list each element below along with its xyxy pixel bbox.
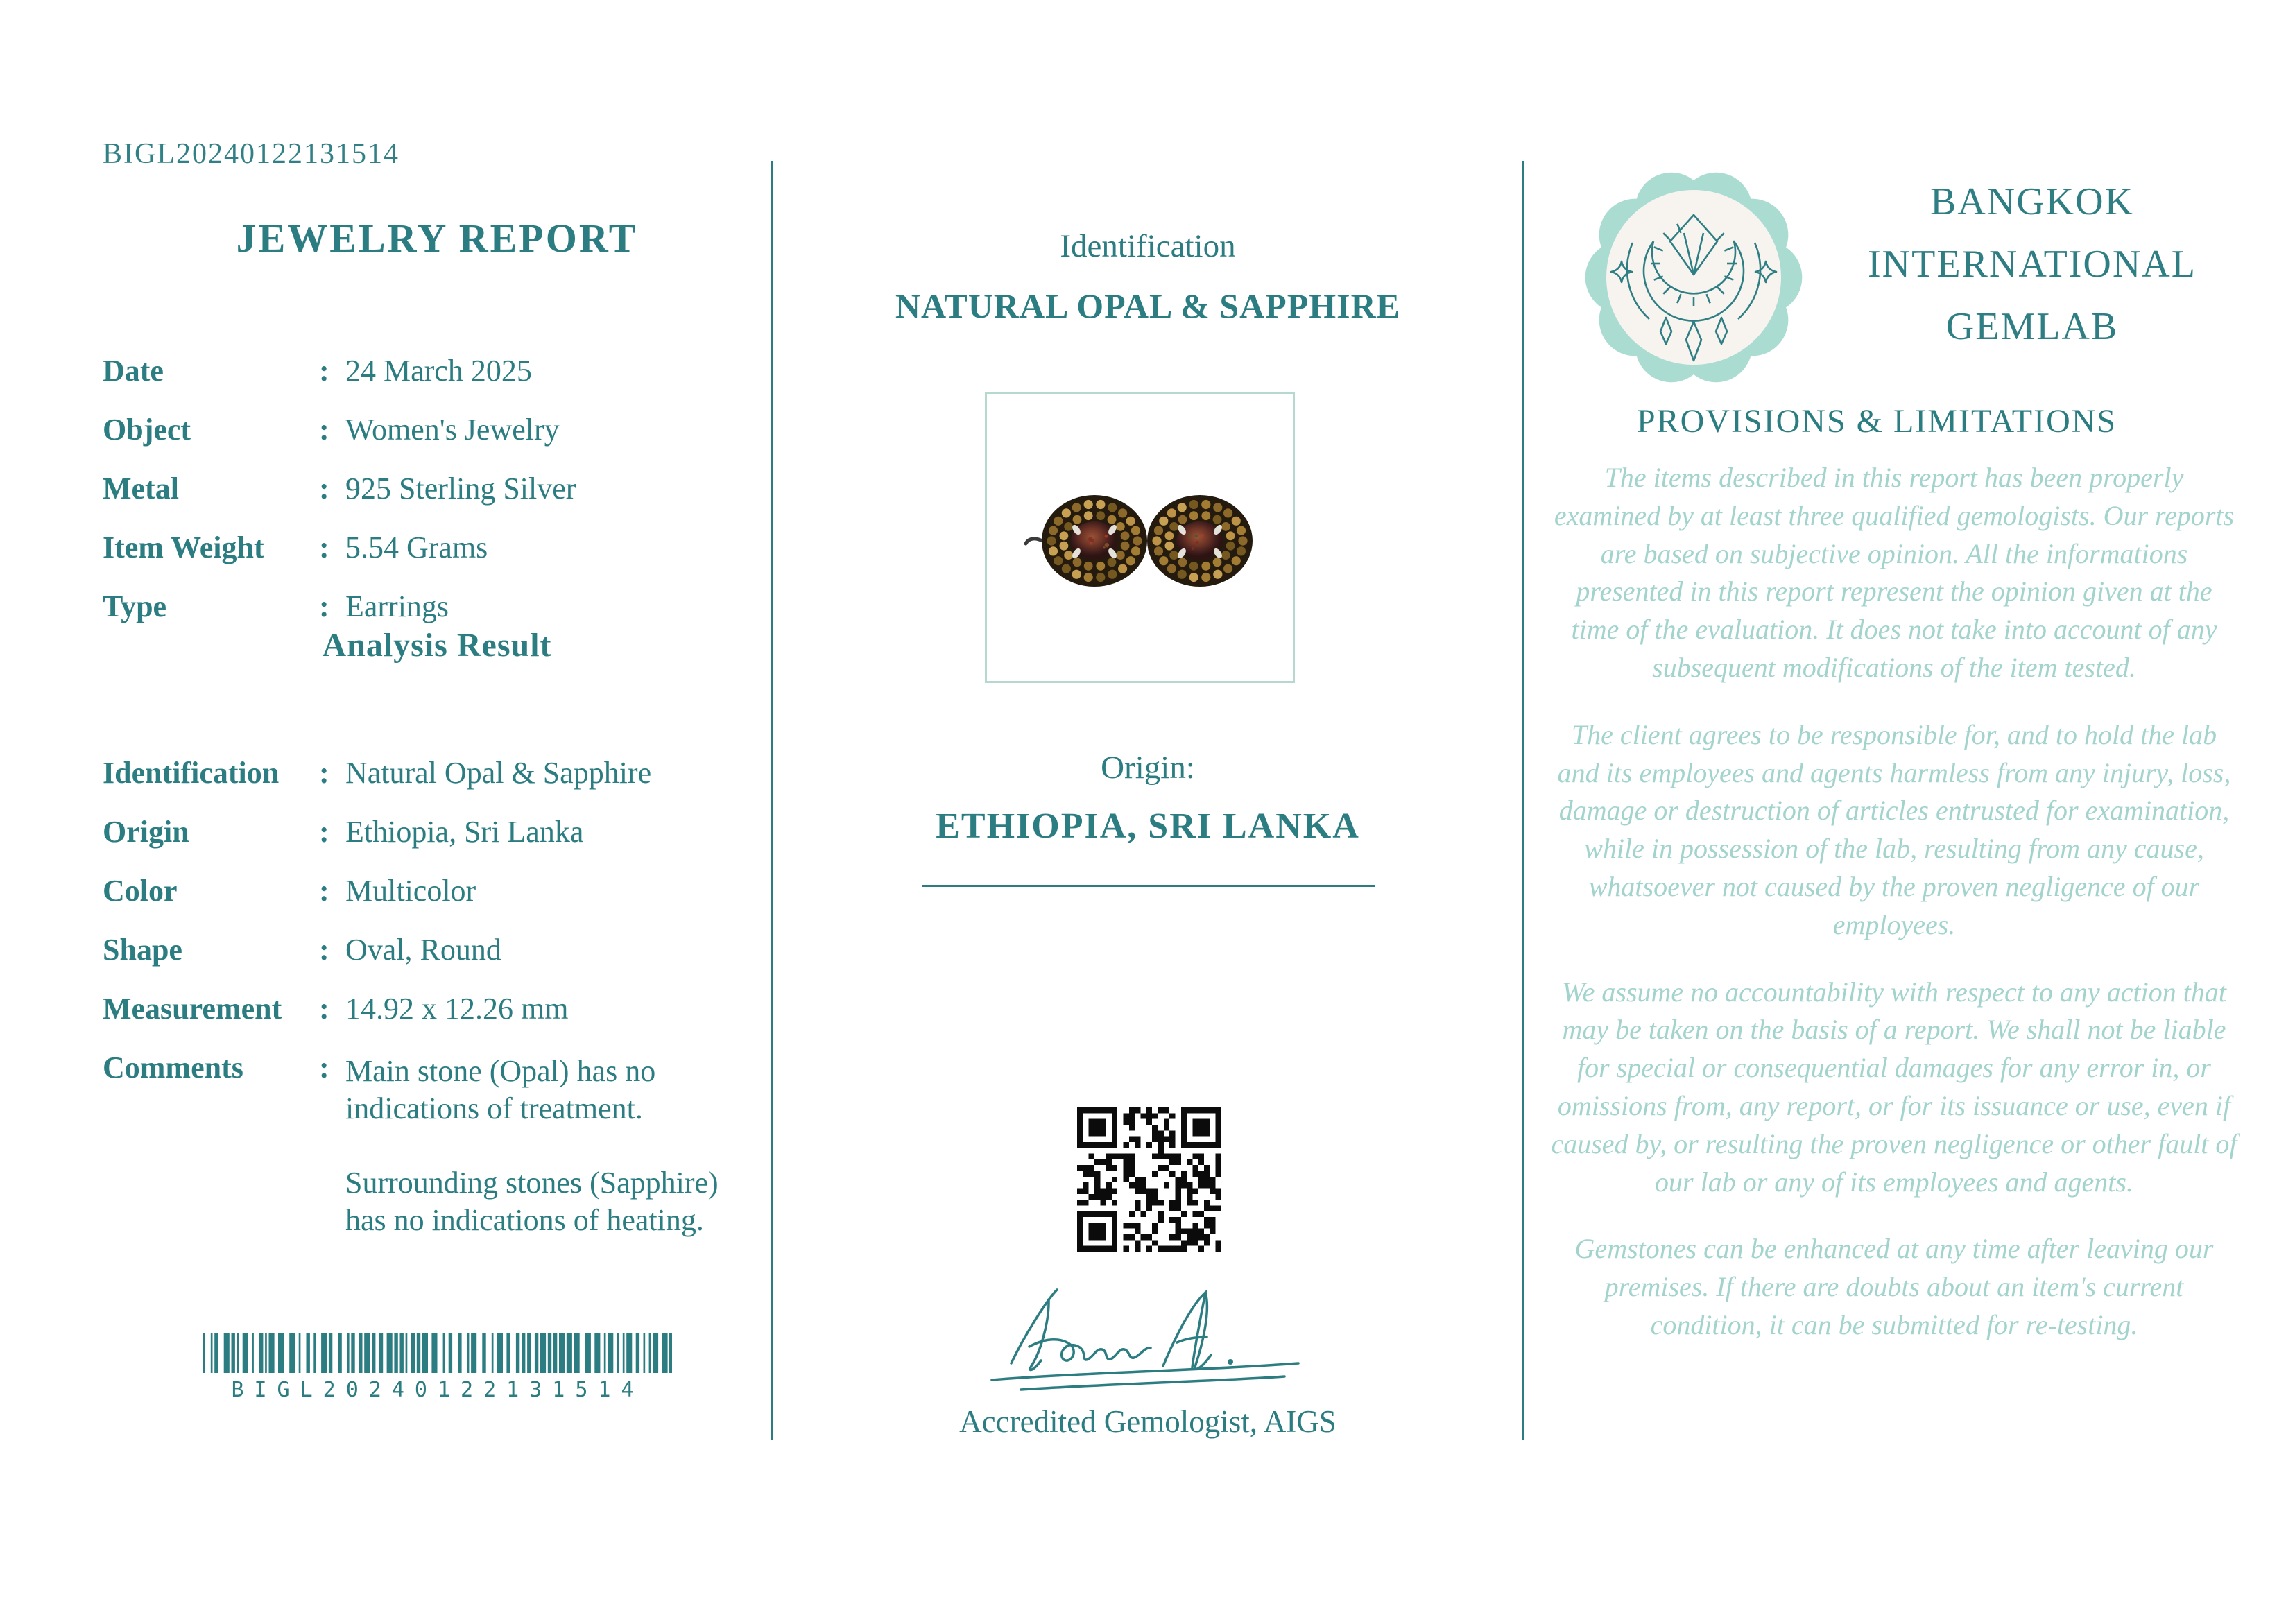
identification-value: NATURAL OPAL & SAPPHIRE	[895, 286, 1401, 325]
gemologist-signature	[971, 1281, 1325, 1401]
barcode-bars	[203, 1333, 672, 1373]
report-number: BIGL20240122131514	[103, 138, 399, 170]
field-label: Object	[103, 413, 191, 447]
comment-paragraph: Surrounding stones (Sapphire) has no indications of heating.	[345, 1166, 719, 1238]
field-row	[103, 817, 727, 847]
lab-name-line: INTERNATIONAL	[1868, 243, 2197, 286]
field-row	[103, 1053, 727, 1239]
field-row	[103, 530, 727, 564]
field-value: Earrings	[345, 589, 449, 623]
qr-code	[1077, 1107, 1221, 1252]
provisions-heading: PROVISIONS & LIMITATIONS	[1636, 403, 2117, 440]
field-label: Origin	[103, 815, 189, 849]
field-label: Metal	[103, 472, 179, 506]
column-divider-left	[771, 161, 773, 1440]
field-colon: :	[319, 589, 329, 623]
field-value: 14.92 x 12.26 mm	[345, 992, 569, 1026]
field-colon: :	[319, 933, 329, 967]
provision-paragraph: Gemstones can be enhanced at any time after leaving our premises. If there are doubts about an item's current condition, it can be submitted for re-testing.	[1574, 1233, 2214, 1340]
lab-name-line: BANGKOK	[1930, 180, 2134, 223]
field-row	[103, 356, 727, 386]
identification-heading: Identification	[1060, 228, 1236, 264]
field-label: Date	[103, 354, 164, 388]
provision-paragraph: The items described in this report has been properly examined by at least three qualified gemologists. Our reports are based on subjective opinion. All the informations presented in this report represent the opinion given at the time of the evaluation. It does not take into account of any subsequent modifications of the item tested.	[1554, 462, 2235, 683]
field-label: Shape	[103, 933, 182, 967]
field-colon: :	[319, 1051, 329, 1085]
provision-paragraph: The client agrees to be responsible for, and to hold the lab and its employees and agents harmless from any injury, loss, damage or destruction of articles entrusted for examination, while in possession of the lab, resulting from any cause, whatsoever not caused by the proven negligence of our employees.	[1557, 718, 2231, 940]
field-label: Type	[103, 589, 167, 623]
field-value: Ethiopia, Sri Lanka	[345, 815, 584, 849]
origin-underline	[922, 885, 1375, 887]
field-colon: :	[319, 530, 329, 564]
field-value: Women's Jewelry	[345, 413, 560, 447]
field-row	[103, 415, 727, 445]
field-colon: :	[319, 472, 329, 506]
comment-paragraph: Main stone (Opal) has no indications of treatment.	[345, 1054, 656, 1125]
field-value: 925 Sterling Silver	[345, 472, 576, 506]
field-value: 5.54 Grams	[345, 530, 488, 564]
item-photo-frame	[985, 392, 1295, 683]
field-label: Measurement	[103, 992, 282, 1026]
field-value: Oval, Round	[345, 933, 501, 967]
field-colon: :	[319, 413, 329, 447]
analysis-result-heading: Analysis Result	[322, 627, 552, 664]
field-value	[345, 1053, 727, 1239]
field-colon: :	[319, 992, 329, 1026]
field-label: Identification	[103, 756, 280, 790]
field-row	[103, 994, 727, 1024]
analysis-fields-table	[103, 758, 727, 1268]
signer-title: Accredited Gemologist, AIGS	[959, 1404, 1336, 1439]
column-divider-right	[1522, 161, 1524, 1440]
field-value: Multicolor	[345, 874, 476, 908]
barcode	[203, 1333, 672, 1402]
field-row	[103, 876, 727, 906]
field-colon: :	[319, 815, 329, 849]
field-row	[103, 591, 727, 622]
field-row	[103, 935, 727, 965]
field-label: Color	[103, 874, 178, 908]
earrings-photo	[987, 394, 1293, 681]
origin-value: ETHIOPIA, SRI LANKA	[936, 806, 1360, 846]
field-colon: :	[319, 756, 329, 790]
field-colon: :	[319, 354, 329, 388]
barcode-text: BIGL20240122131514	[231, 1378, 644, 1402]
origin-heading: Origin:	[1101, 750, 1195, 786]
field-label: Item Weight	[103, 530, 264, 564]
page-title: JEWELRY REPORT	[236, 216, 638, 261]
report-fields-table	[103, 356, 727, 650]
gemlab-logo	[1576, 159, 1812, 395]
field-colon: :	[319, 874, 329, 908]
field-label: Comments	[103, 1051, 243, 1085]
provisions-paragraphs	[1551, 459, 2237, 1374]
field-row	[103, 758, 727, 788]
provision-paragraph: We assume no accountability with respect to any action that may be taken on the basis of a report. We shall not be liable for special or consequential damages for any error in, or omissions from, any report, or for its issuance or use, even if caused by, or resulting the proven negligence or other fault of our lab or any of its employees and agents.	[1551, 976, 2237, 1198]
field-row	[103, 474, 727, 504]
field-value: Natural Opal & Sapphire	[345, 756, 652, 790]
field-value: 24 March 2025	[345, 354, 532, 388]
signature-strokes	[992, 1290, 1298, 1390]
lab-name-line: GEMLAB	[1945, 305, 2119, 348]
lab-name	[1803, 171, 2261, 358]
